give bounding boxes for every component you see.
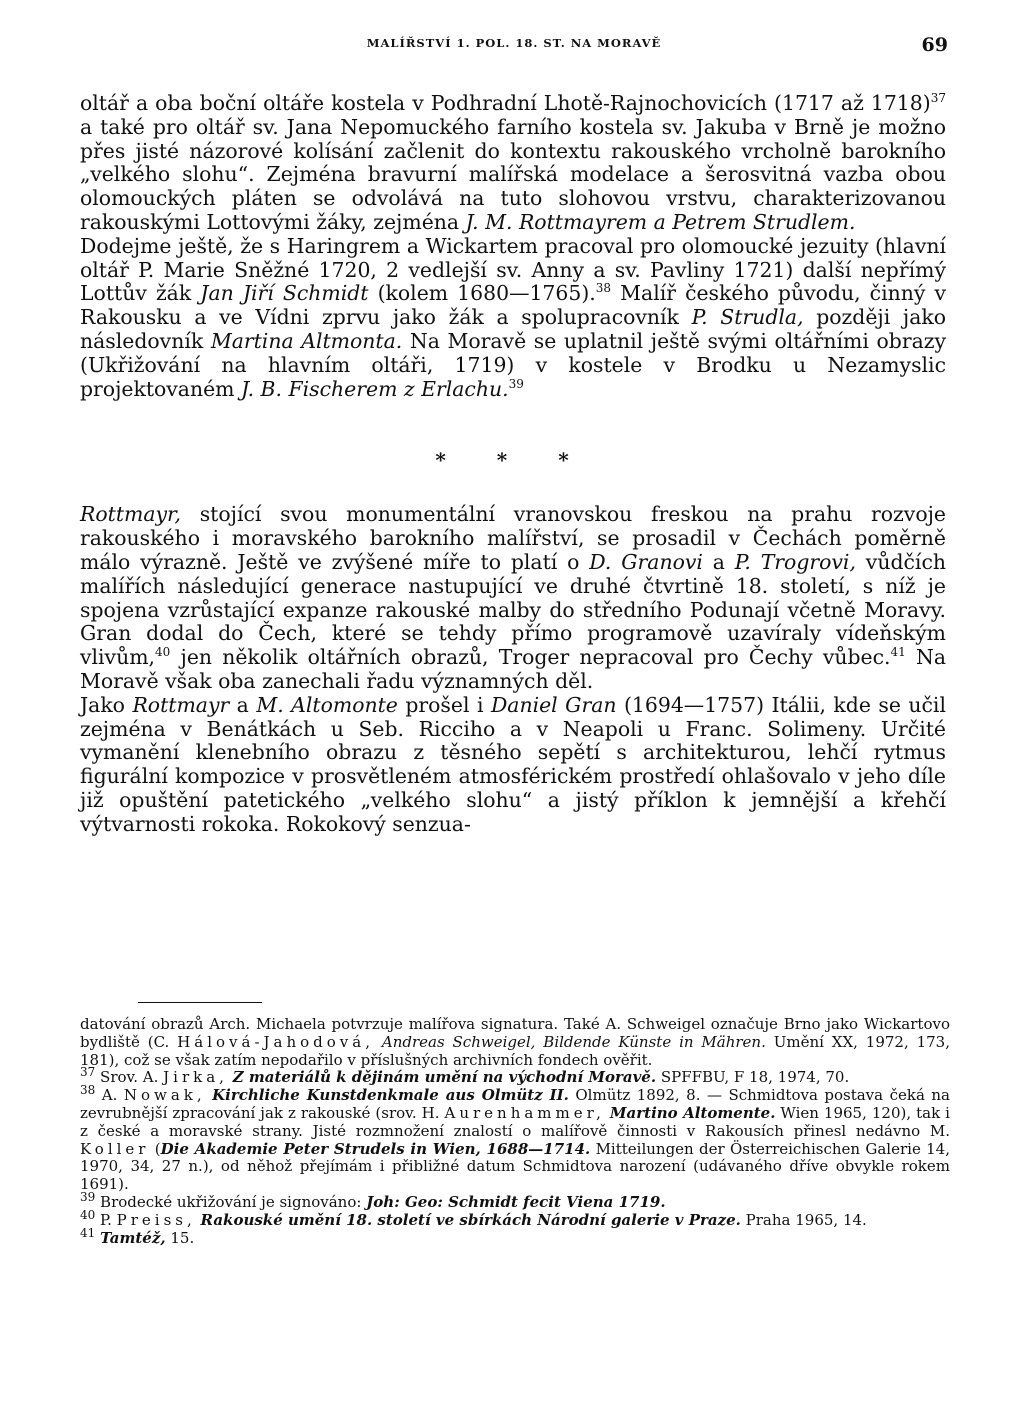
paragraph-3: Rottmayr, stojící svou monumentální vranovskou freskou na prahu rozvoje rakouského i moravského barokního malířství, se prosadil v Čechách poměrně málo výrazně. Ještě ve zvýšené míře to platí o D. Granovi a P. Trogrovi, vůdčích malířích následující generace nastupující ve druhé čtvrtině 18. století, s níž je spojena vzrůstající expanze rakouské malby do středního Podunají včetně Moravy. Gran dodal do Čech, které se tehdy přímo programově uzavíraly vídeňským vlivům,$^{40}$ jen několik oltářních obrazů, Troger nepracoval pro Čechy vůbec.$^{41}$ Na Moravě však oba zanechali řadu významných děl. [80,502,947,693]
page-header [80,34,948,62]
footnote-38: $^{38}$ A. Nowak, Kirchliche Kunstdenkmale aus Olmütz II. Olmütz 1892, 8. — Schmidtova postava čeká na zevrubnější zpracování jak z rakouské (srov. H. Aurenhammer, Martino Altomente. Wien 1965, 120), tak i z české a moravské strany. Jisté rozmnožení znalostí o malířově činnosti v Rakousích přinesl nedávno M. Koller (Die Akademie Peter Strudels in Wien, 1688—1714. Mitteilungen der Österreichischen Galerie 14, 1970, 34, 27 n.), od něhož přejímám i přibližné datum Schmidtova narození (udávaného dříve obvykle rokem 1691). [80,1083,950,1194]
main-text [80,92,946,837]
footnote-continued: datování obrazů Arch. Michaela potvrzuje malířova signatura. Také A. Schweigel označuje Brno jako Wickartovo bydliště (C. Hálová-Jahodová, Andreas Schweigel, Bildende Künste in Mähren. Umění XX, 1972, 173, 181), což se však zatím nepodařilo v příslušných archivních fondech ověřit. [80,1015,950,1069]
footnotes [80,1016,950,1247]
paragraph-2: Dodejme ještě, že s Haringrem a Wickartem pracoval pro olomoucké jezuity (hlavní oltář P. Marie Sněžné 1720, 2 vedlejší sv. Anny a sv. Pavliny 1721) další nepřímý Lottův žák Jan Jiří Schmidt (kolem 1680—1765).$^{38}$ Malíř českého původu, činný v Rakousku a ve Vídni zprvu jako žák a spolupracovník P. Strudla, později jako následovník Martina Altmonta. Na Moravě se uplatnil ještě svými oltářními obrazy (Ukřižování na hlavním oltáři, 1719) v kostele v Brodku u Nezamyslic projektovaném J. B. Fischerem z Erlachu.$^{39}$ [80,233,947,401]
footnote-40: $^{40}$ P. Preiss, Rakouské umění 18. století ve sbírkách Národní galerie v Praze. Praha 1965, 14. [80,1207,867,1229]
footnote-39: $^{39}$ Brodecké ukřižování je signováno: Joh: Geo: Schmidt fecit Viena 1719. [80,1189,666,1211]
footnote-ref-38: 38 [595,281,612,296]
footnote-37: $^{37}$ Srov. A. Jirka, Z materiálů k dějinám umění na východní Moravě. SPFFBU, F 18, 1974, 70. [80,1065,850,1087]
paragraph-1: oltář a oba boční oltáře kostela v Podhradní Lhotě-Rajnochovicích (1717 až 1718)$^{37}$ a také pro oltář sv. Jana Nepomuckého farního kostela sv. Jakuba v Brně je možno přes jisté názorové kolísání začlenit do kontextu rakouského vrcholně barokního „velkého slohu“. Zejména bravurní malířská modelace a šerosvitná vazba obou olomouckých pláten se odvolává na tuto slohovou vrstvu, charakterizovanou rakouskými Lottovými žáky, zejména J. M. Rottmayrem a Petrem Strudlem. [80,91,946,234]
footnote-ref-40: 40 [155,645,171,660]
footnote-ref-39: 39 [508,376,524,391]
footnote-separator [138,1002,262,1003]
footnote-ref-37: 37 [930,91,946,106]
running-head: MALÍŘSTVÍ 1. POL. 18. ST. NA MORAVĚ [366,36,662,50]
paragraph-4: Jako Rottmayr a M. Altomonte prošel i Daniel Gran (1694—1757) Itálii, kde se učil zejména v Benátkách u Seb. Ricciho a v Neapoli u Franc. Solimeny. Určité vymanění klenebního obrazu z těsného sepětí s architekturou, lehčí rytmus figurální kompozice v prosvětleném atmosférickém prostředí ohlašovalo v jeho díle již opuštění patetického „velkého slohu“ a jistý příklon k jemnější a křehčí výtvarnosti rokoka. Rokokový senzua- [80,692,946,836]
footnote-41: $^{41}$ Tamtéž, 15. [80,1225,195,1247]
section-divider-stars: * * * [435,448,591,473]
page-number: 69 [921,34,948,56]
footnote-ref-41: 41 [890,645,906,660]
